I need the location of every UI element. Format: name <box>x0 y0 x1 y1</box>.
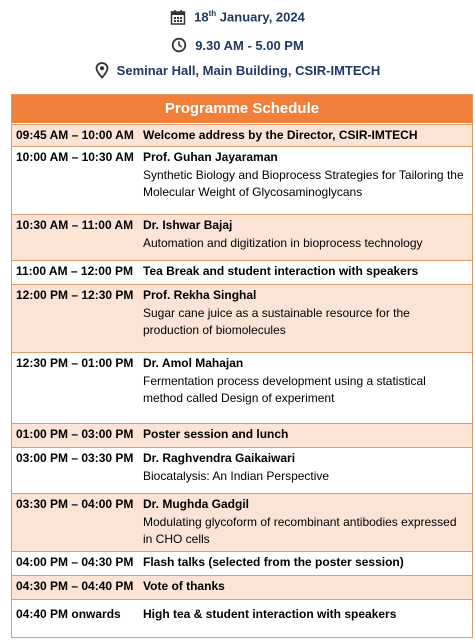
row-title: Poster session and lunch <box>143 427 289 441</box>
row-description: Automation and digitization in bioprocess technology <box>143 236 423 250</box>
schedule-row <box>12 284 472 352</box>
event-venue: Seminar Hall, Main Building, CSIR-IMTECH <box>116 63 381 78</box>
row-time: 10:00 AM – 10:30 AM <box>16 150 134 164</box>
row-description: Modulating glycoform of recombinant antibodies expressed in CHO cells <box>143 515 457 546</box>
row-title: Dr. Raghvendra Gaikaiwari <box>143 451 296 465</box>
row-time: 10:30 AM – 11:00 AM <box>16 218 134 232</box>
row-title: High tea & student interaction with speakers <box>143 607 397 621</box>
calendar-icon <box>170 9 186 25</box>
schedule-row <box>12 423 472 447</box>
row-description: Biocatalysis: An Indian Perspective <box>143 469 330 483</box>
row-title: Prof. Guhan Jayaraman <box>143 150 278 164</box>
row-time: 03:30 PM – 04:00 PM <box>16 497 134 511</box>
row-title: Vote of thanks <box>143 579 225 593</box>
event-time: 9.30 AM - 5.00 PM <box>195 37 304 53</box>
schedule-row <box>12 599 472 637</box>
row-title: Flash talks (selected from the poster session) <box>143 555 404 569</box>
schedule-title: Programme Schedule <box>12 95 472 123</box>
row-title: Dr. Ishwar Bajaj <box>143 218 233 232</box>
row-title: Tea Break and student interaction with speakers <box>143 264 419 278</box>
row-description: Synthetic Biology and Bioprocess Strategies for Tailoring the Molecular Weight of Glycosaminoglycans <box>143 168 464 199</box>
row-description: Fermentation process development using a statistical method called Design of experiment <box>143 374 426 405</box>
row-time: 04:00 PM – 04:30 PM <box>16 555 134 569</box>
row-time: 03:00 PM – 03:30 PM <box>16 451 134 465</box>
row-time: 01:00 PM – 03:00 PM <box>16 427 134 441</box>
row-title: Prof. Rekha Singhal <box>143 288 257 302</box>
row-time: 12:00 PM – 12:30 PM <box>16 288 134 302</box>
row-time: 11:00 AM – 12:00 PM <box>16 264 133 278</box>
event-venue-row <box>0 62 475 79</box>
row-title: Dr. Mughda Gadgil <box>143 497 250 511</box>
event-time-row <box>0 37 475 53</box>
schedule-row <box>12 146 472 214</box>
schedule-row <box>12 551 472 575</box>
row-description: Sugar cane juice as a sustainable resource for the production of biomolecules <box>143 306 410 337</box>
location-pin-icon <box>95 62 109 79</box>
schedule-row <box>12 447 472 493</box>
schedule-row <box>12 214 472 260</box>
row-time: 04:40 PM onwards <box>16 607 121 621</box>
row-title: Dr. Amol Mahajan <box>143 356 244 370</box>
schedule-row <box>12 493 472 551</box>
row-time: 04:30 PM – 04:40 PM <box>16 579 134 593</box>
schedule-row <box>12 575 472 599</box>
schedule-row <box>12 124 472 146</box>
schedule-row <box>12 352 472 423</box>
event-date: 18th January, 2024 <box>194 9 305 25</box>
clock-icon <box>171 37 187 53</box>
schedule-table <box>11 94 473 638</box>
schedule-row <box>12 260 472 284</box>
row-time: 09:45 AM – 10:00 AM <box>16 128 134 142</box>
row-time: 12:30 PM – 01:00 PM <box>16 356 134 370</box>
row-title: Welcome address by the Director, CSIR-IMTECH <box>143 128 418 142</box>
event-date-row <box>0 9 475 25</box>
